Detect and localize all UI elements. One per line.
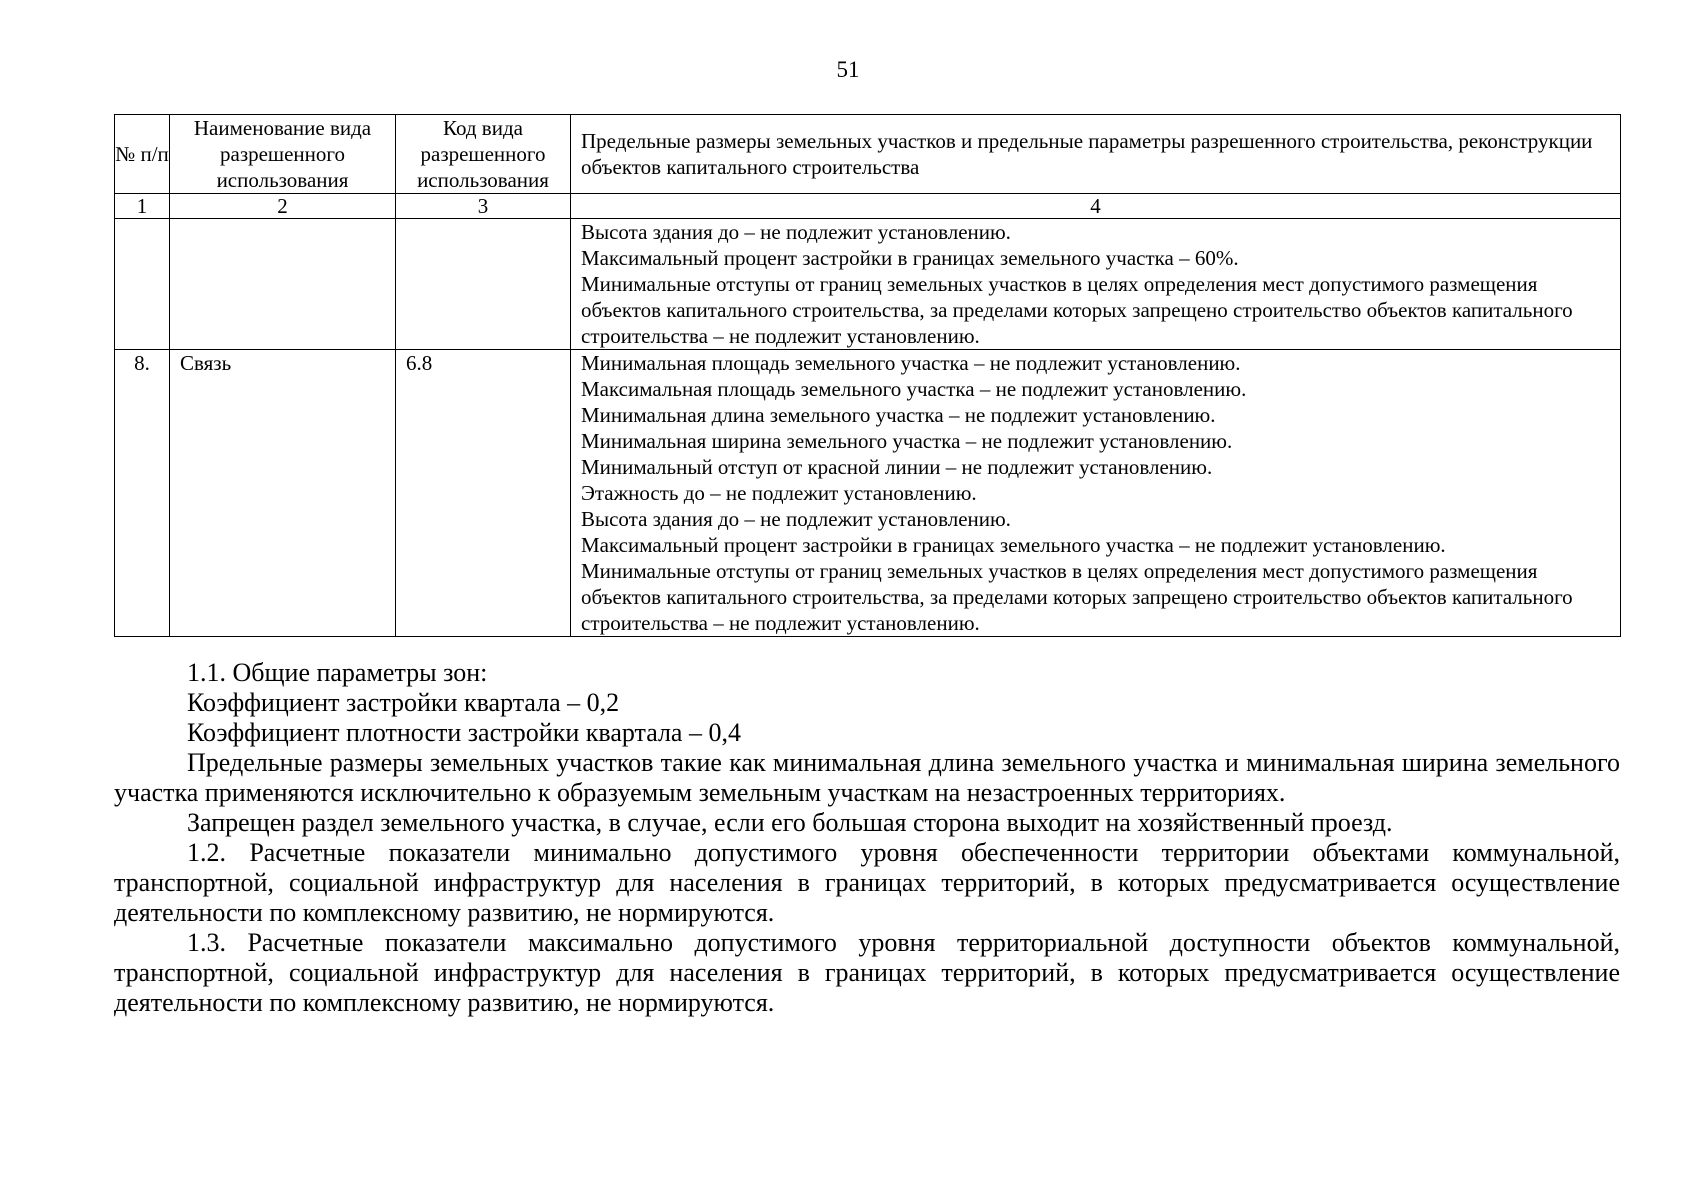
column-number: 3	[396, 194, 571, 219]
parameter-line: Максимальная площадь земельного участка – не подлежит установлению.	[581, 377, 1247, 401]
column-number: 1	[115, 194, 170, 219]
use-code: 6.8	[396, 350, 571, 637]
parameter-line: Минимальная длина земельного участка – не подлежит установлению.	[581, 403, 1216, 427]
parameter-line: Минимальные отступы от границ земельных участков в целях определения мест допустимого размещения объектов капитального строительства, за пределами которых запрещено строительство объектов капитального строительства – не подлежит установлению.	[581, 272, 1573, 348]
table-header-row	[115, 115, 1621, 194]
parameter-line: Минимальный отступ от красной линии – не подлежит установлению.	[581, 455, 1213, 479]
parameter-line: Высота здания до – не подлежит установлению.	[581, 507, 1011, 531]
page-number: 51	[836, 57, 860, 82]
row-number	[115, 219, 170, 350]
paragraph: Предельные размеры земельных участков такие как минимальная длина земельного участка и минимальная ширина земельного участка применяются исключительно к образуемым земельным участкам на незастроенных территориях.	[114, 748, 1620, 807]
parameter-line: Этажность до – не подлежит установлению.	[581, 481, 977, 505]
row-number: 8.	[115, 350, 170, 637]
paragraph: Запрещен раздел земельного участка, в случае, если его большая сторона выходит на хозяйственный проезд.	[187, 808, 1393, 837]
parameter-line: Максимальный процент застройки в границах земельного участка – не подлежит установлению.	[581, 533, 1446, 557]
header-use-code: Код вида разрешенного использования	[396, 115, 571, 194]
parameter-line: Максимальный процент застройки в границах земельного участка – 60%.	[581, 246, 1239, 270]
paragraph: 1.2. Расчетные показатели минимально допустимого уровня обеспеченности территории объектами коммунальной, транспортной, социальной инфраструктур для населения в границах территорий, в которых предусматривается осуществление деятельности по комплексному развитию, не нормируются.	[114, 838, 1620, 927]
table-row	[115, 219, 1621, 350]
parameters-table	[114, 114, 1621, 637]
column-number: 2	[170, 194, 396, 219]
parameters-cell	[571, 219, 1621, 350]
parameter-line: Минимальные отступы от границ земельных участков в целях определения мест допустимого размещения объектов капитального строительства, за пределами которых запрещено строительство объектов капитального строительства – не подлежит установлению.	[581, 559, 1573, 635]
parameter-line: Минимальная площадь земельного участка – не подлежит установлению.	[581, 351, 1241, 375]
column-number: 4	[571, 194, 1621, 219]
paragraph: Коэффициент застройки квартала – 0,2	[187, 688, 620, 717]
use-name	[170, 219, 396, 350]
column-number-row	[115, 194, 1621, 219]
paragraph: 1.3. Расчетные показатели максимально допустимого уровня территориальной доступности объектов коммунальной, транспортной, социальной инфраструктур для населения в границах территорий, в которых предусматривается осуществление деятельности по комплексному развитию, не нормируются.	[114, 928, 1620, 1017]
header-number: № п/п	[115, 115, 170, 194]
paragraph: Коэффициент плотности застройки квартала – 0,4	[187, 718, 741, 747]
parameter-line: Высота здания до – не подлежит установлению.	[581, 220, 1011, 244]
use-code	[396, 219, 571, 350]
section-heading: 1.1. Общие параметры зон:	[187, 658, 488, 687]
parameters-cell	[571, 350, 1621, 637]
use-name: Связь	[170, 350, 396, 637]
body-text	[114, 658, 1620, 1018]
header-parameters: Предельные размеры земельных участков и предельные параметры разрешенного строительства, реконструкции объектов капитального строительства	[571, 115, 1621, 194]
table-row	[115, 350, 1621, 637]
header-use-name: Наименование вида разрешенного использования	[170, 115, 396, 194]
parameter-line: Минимальная ширина земельного участка – не подлежит установлению.	[581, 429, 1233, 453]
